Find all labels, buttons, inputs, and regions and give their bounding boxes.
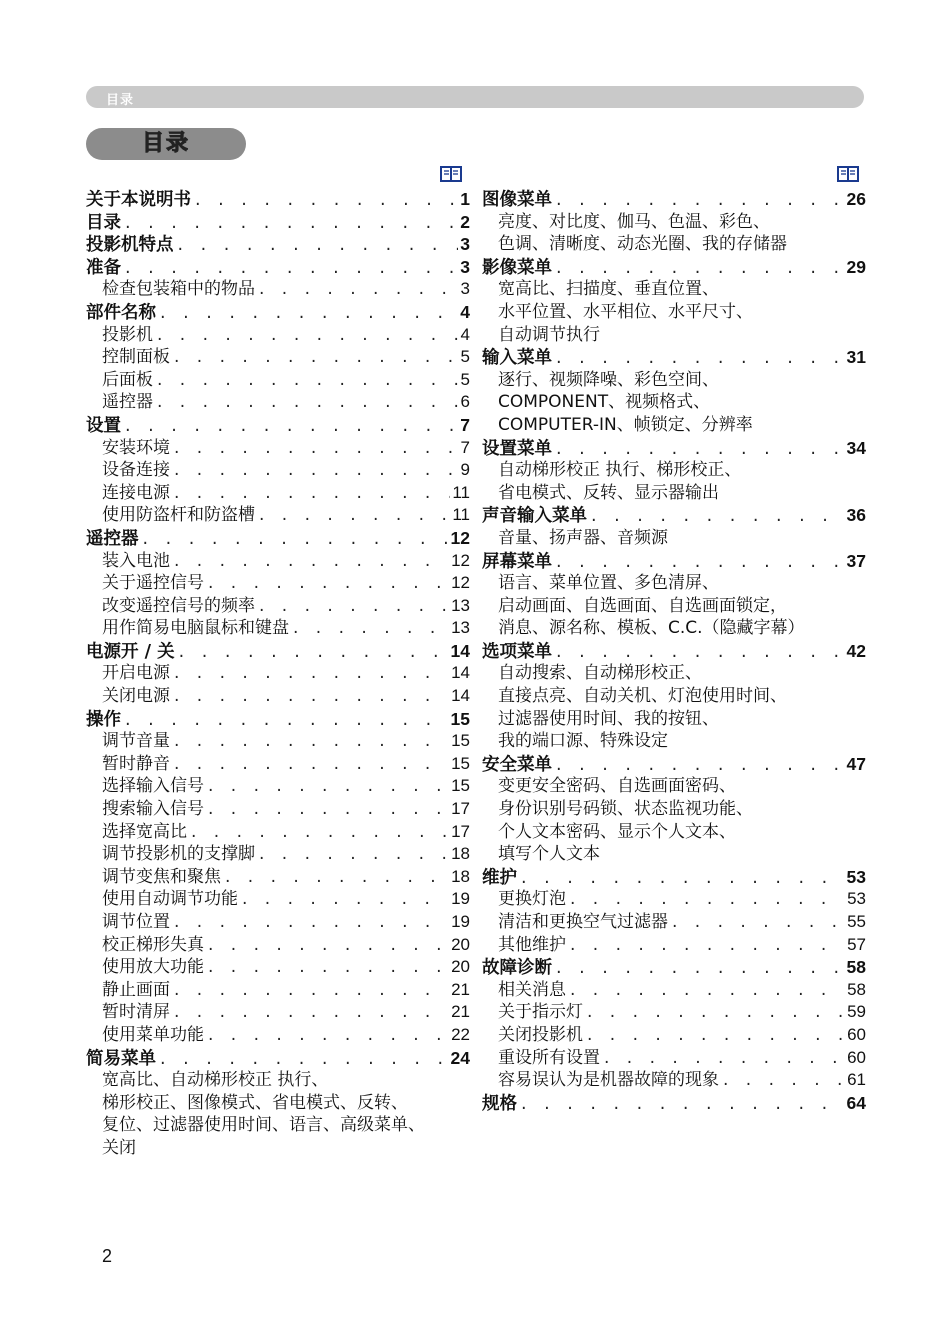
toc-page-number: 42 [846, 640, 866, 661]
toc-entry-label: 调节变焦和聚焦 [102, 866, 221, 887]
dot-leader [204, 956, 449, 979]
dot-leader [583, 1024, 845, 1047]
toc-section-entry[interactable] [482, 550, 866, 573]
dot-leader [668, 911, 845, 934]
dot-leader [587, 505, 845, 528]
toc-page-number: 57 [847, 934, 866, 954]
toc-section-entry[interactable] [482, 640, 866, 663]
dot-leader [566, 979, 845, 1002]
toc-detail-line: 直接点亮、自动关机、灯泡使用时间、 [498, 686, 787, 707]
toc-subsection-entry[interactable] [86, 572, 470, 595]
toc-subsection-entry[interactable] [86, 775, 470, 798]
toc-page-number: 3 [460, 234, 470, 255]
toc-page-number: 58 [847, 979, 866, 999]
dot-leader [175, 641, 449, 664]
dot-leader [204, 572, 449, 595]
toc-subsection-entry[interactable] [86, 821, 470, 844]
dot-leader [566, 888, 845, 911]
toc-detail-line: 复位、过滤器使用时间、语言、高级菜单、 [102, 1115, 425, 1136]
toc-page-number: 60 [847, 1047, 866, 1067]
header-bar [86, 86, 864, 108]
dot-leader [552, 257, 845, 280]
dot-leader [552, 754, 845, 777]
toc-detail-line: 自动梯形校正 执行、梯形校正、 [498, 460, 742, 481]
toc-subsection-entry[interactable] [482, 934, 866, 957]
toc-page-number: 29 [846, 256, 866, 277]
dot-leader [156, 302, 458, 325]
toc-column-right [482, 188, 866, 1114]
toc-entry-label: 更换灯泡 [498, 889, 566, 910]
toc-entry-label: 相关消息 [498, 979, 566, 1000]
dot-leader [552, 347, 845, 370]
toc-entry-label: 调节音量 [102, 731, 170, 752]
toc-entry-label: 控制面板 [102, 347, 170, 368]
toc-detail-line: 个人文本密码、显示个人文本、 [498, 821, 736, 842]
toc-page-number: 18 [451, 844, 470, 864]
toc-entry-label: 遥控器 [102, 392, 153, 413]
toc-section-entry[interactable] [482, 188, 866, 211]
toc-subsection-entry[interactable] [86, 1024, 470, 1047]
toc-subsection-entry[interactable] [482, 888, 866, 911]
dot-leader [204, 775, 449, 798]
toc-detail-line: 填写个人文本 [498, 844, 600, 865]
toc-detail-line: 变更安全密码、自选画面密码、 [498, 776, 736, 797]
toc-section-entry[interactable] [86, 708, 470, 731]
toc-entry-label: 关闭投影机 [498, 1024, 583, 1045]
toc-subsection-entry[interactable] [86, 934, 470, 957]
toc-section-entry[interactable] [482, 1092, 866, 1115]
toc-page-number: 26 [846, 189, 866, 209]
toc-section-entry[interactable] [86, 414, 470, 437]
toc-entry-label: 安全菜单 [482, 754, 552, 775]
dot-leader [552, 957, 845, 980]
toc-page-number: 58 [846, 957, 866, 978]
toc-detail-line: 过滤器使用时间、我的按钮、 [498, 708, 719, 729]
toc-subsection-entry[interactable] [86, 504, 470, 527]
dot-leader [121, 257, 458, 280]
toc-page-number: 53 [847, 889, 866, 909]
toc-entry-label: 检查包装箱中的物品 [102, 279, 255, 300]
toc-section-entry[interactable] [482, 437, 866, 460]
dot-leader [238, 888, 449, 911]
toc-subsection-entry[interactable] [86, 324, 470, 347]
toc-entry-label: 重设所有设置 [498, 1047, 600, 1068]
toc-detail-line: 身份识别号码锁、状态监视功能、 [498, 799, 753, 820]
toc-detail-line: 自动搜索、自动梯形校正、 [498, 663, 702, 684]
dot-leader [204, 798, 449, 821]
toc-page-number: 55 [847, 912, 866, 931]
toc-detail-line: 宽高比、自动梯形校正 执行、 [102, 1070, 329, 1091]
toc-entry-label: 后面板 [102, 369, 153, 390]
dot-leader [170, 346, 459, 369]
toc-subsection-entry[interactable] [86, 391, 470, 414]
book-icon [440, 166, 462, 182]
toc-page-number: 59 [847, 1002, 866, 1022]
toc-entry-label: 声音输入菜单 [482, 506, 587, 527]
toc-detail-line: 省电模式、反转、显示器输出 [498, 482, 719, 503]
toc-entry-label: 连接电源 [102, 482, 170, 503]
toc-page-number: 19 [451, 889, 470, 909]
toc-subsection-entry[interactable] [86, 911, 470, 934]
toc-subsection-entry[interactable] [86, 685, 470, 708]
toc-detail-line: 色调、清晰度、动态光圈、我的存储器 [498, 234, 787, 255]
toc-page-number: 14 [451, 663, 470, 683]
toc-entry-label: 使用放大功能 [102, 957, 204, 978]
toc-detail-line: COMPONENT、视频格式、 [498, 392, 711, 413]
toc-section-entry[interactable] [482, 956, 866, 979]
dot-leader [170, 437, 459, 460]
toc-section-entry[interactable] [86, 256, 470, 279]
toc-entry-label: 调节位置 [102, 912, 170, 932]
toc-entry-label: 影像菜单 [482, 257, 552, 278]
toc-detail-line: 自动调节执行 [498, 324, 600, 345]
toc-page-number: 31 [846, 347, 866, 368]
toc-page-number: 20 [451, 934, 470, 954]
dot-leader [121, 415, 458, 438]
dot-leader [170, 911, 449, 934]
toc-entry-label: 开启电源 [102, 663, 170, 684]
dot-leader [255, 843, 449, 866]
toc-detail-line: 水平位置、水平相位、水平尺寸、 [498, 301, 753, 322]
toc-subsection-entry[interactable] [482, 911, 866, 934]
toc-subsection-entry[interactable] [482, 1001, 866, 1024]
toc-detail-line: 逐行、视频降噪、彩色空间、 [498, 369, 719, 390]
toc-page-number: 4 [460, 324, 470, 344]
toc-page-number: 15 [451, 753, 470, 773]
toc-page-number: 15 [450, 708, 470, 729]
book-icon [837, 166, 859, 182]
toc-entry-label: 图像菜单 [482, 190, 552, 210]
dot-leader [170, 753, 449, 776]
toc-subsection-entry[interactable] [86, 843, 470, 866]
dot-leader [552, 641, 845, 664]
toc-entry-label: 规格 [482, 1093, 517, 1114]
toc-detail-line: 我的端口源、特殊设定 [498, 731, 668, 752]
page-title-pill [86, 128, 246, 160]
toc-page-number: 12 [450, 527, 470, 548]
toc-page-number: 64 [846, 1092, 866, 1113]
toc-page-number: 4 [460, 301, 470, 322]
toc-entry-label: 投影机特点 [86, 235, 174, 256]
toc-page-number: 53 [846, 866, 866, 887]
dot-leader [255, 504, 450, 527]
toc-page-number: 34 [846, 437, 866, 458]
toc-page-number: 15 [451, 731, 470, 751]
toc-page-number: 21 [451, 979, 470, 999]
toc-entry-label: 其他维护 [498, 934, 566, 955]
header-section-label: 目录 [106, 93, 135, 108]
toc-entry-label: 操作 [86, 709, 121, 730]
toc-page-number: 18 [451, 866, 470, 886]
toc-entry-label: 使用菜单功能 [102, 1024, 204, 1045]
toc-section-entry[interactable] [482, 504, 866, 527]
toc-subsection-entry[interactable] [482, 1024, 866, 1047]
page-number: 2 [102, 1246, 113, 1266]
toc-page-number: 11 [452, 505, 470, 525]
toc-section-entry[interactable] [86, 1047, 470, 1070]
toc-entry-label: 暂时静音 [102, 753, 170, 774]
toc-section-entry[interactable] [482, 346, 866, 369]
toc-entry-label: 简易菜单 [86, 1048, 156, 1069]
toc-entry-label: 用作简易电脑鼠标和键盘 [102, 618, 289, 639]
toc-detail-line: 梯形校正、图像模式、省电模式、反转、 [102, 1092, 408, 1113]
dot-leader [170, 685, 449, 708]
dot-leader [174, 234, 459, 257]
toc-subsection-entry[interactable] [86, 617, 470, 640]
dot-leader [156, 1048, 449, 1071]
toc-section-entry[interactable] [86, 188, 470, 211]
toc-subsection-entry[interactable] [86, 482, 470, 505]
toc-subsection-entry[interactable] [482, 1069, 866, 1092]
toc-page-number: 17 [451, 799, 470, 819]
toc-entry-label: 维护 [482, 867, 517, 888]
dot-leader [517, 867, 845, 890]
dot-leader [170, 550, 449, 573]
toc-page-number: 5 [460, 347, 470, 367]
toc-entry-label: 选择输入信号 [102, 776, 204, 797]
dot-leader [552, 551, 845, 574]
dot-leader [170, 662, 449, 685]
toc-entry-label: 校正梯形失真 [102, 934, 204, 955]
toc-subsection-entry[interactable] [86, 550, 470, 573]
dot-leader [255, 595, 449, 618]
toc-section-entry[interactable] [86, 527, 470, 550]
dot-leader [139, 528, 449, 551]
toc-subsection-entry[interactable] [86, 956, 470, 979]
toc-detail-line: 音量、扬声器、音频源 [498, 527, 668, 548]
toc-detail-line: 启动画面、自选画面、自选画面锁定， [498, 595, 787, 616]
dot-leader [170, 1001, 449, 1024]
dot-leader [191, 189, 458, 212]
toc-detail-line: 关闭 [102, 1137, 136, 1158]
toc-detail-line: 消息、源名称、模板、C.C.（隐藏字幕） [498, 618, 805, 639]
toc-entry-label: 屏幕菜单 [482, 551, 552, 572]
dot-leader [170, 730, 449, 753]
toc-section-entry[interactable] [482, 753, 866, 776]
dot-leader [121, 212, 458, 235]
toc-page-number: 12 [451, 550, 470, 570]
toc-entry-label: 关于遥控信号 [102, 573, 204, 594]
toc-entry-label: 静止画面 [102, 979, 170, 1000]
toc-page-number: 7 [460, 414, 470, 435]
dot-leader [170, 459, 459, 482]
dot-leader [255, 278, 459, 301]
toc-entry-label: 选择宽高比 [102, 821, 187, 842]
toc-page-number: 19 [451, 912, 470, 931]
toc-subsection-entry[interactable] [482, 979, 866, 1002]
dot-leader [566, 934, 845, 957]
dot-leader [552, 438, 845, 461]
toc-entry-label: 装入电池 [102, 550, 170, 571]
dot-leader [170, 482, 450, 505]
toc-subsection-entry[interactable] [86, 662, 470, 685]
dot-leader [583, 1001, 845, 1024]
toc-entry-label: 目录 [86, 212, 121, 233]
toc-page-number: 3 [460, 279, 470, 299]
toc-subsection-entry[interactable] [86, 346, 470, 369]
toc-section-entry[interactable] [86, 233, 470, 256]
toc-page-number: 9 [460, 460, 470, 480]
toc-subsection-entry[interactable] [86, 437, 470, 460]
dot-leader [552, 189, 845, 212]
toc-entry-label: 关于本说明书 [86, 190, 191, 210]
toc-page-number: 36 [846, 505, 866, 526]
toc-entry-label: 选项菜单 [482, 641, 552, 662]
toc-subsection-entry[interactable] [86, 369, 470, 392]
toc-subsection-entry[interactable] [86, 1001, 470, 1024]
dot-leader [289, 617, 449, 640]
toc-page-number: 17 [451, 821, 470, 841]
toc-entry-label: 部件名称 [86, 302, 156, 323]
toc-subsection-entry[interactable] [86, 866, 470, 889]
toc-subsection-entry[interactable] [86, 459, 470, 482]
toc-section-entry[interactable] [482, 256, 866, 279]
toc-entry-label: 使用自动调节功能 [102, 889, 238, 910]
page-title: 目录 [141, 131, 190, 156]
toc-entry-label: 改变遥控信号的频率 [102, 595, 255, 616]
toc-entry-label: 关闭电源 [102, 686, 170, 707]
toc-section-entry[interactable] [482, 866, 866, 889]
dot-leader [153, 324, 459, 347]
toc-subsection-entry[interactable] [86, 595, 470, 618]
toc-page-number: 20 [451, 957, 470, 977]
dot-leader [153, 369, 459, 392]
toc-page-number: 7 [460, 437, 470, 457]
toc-page-number: 13 [451, 618, 470, 638]
toc-entry-label: 搜索输入信号 [102, 799, 204, 820]
toc-entry-label: 安装环境 [102, 437, 170, 458]
toc-subsection-entry[interactable] [86, 888, 470, 911]
toc-section-entry[interactable] [86, 640, 470, 663]
toc-subsection-entry[interactable] [86, 278, 470, 301]
toc-page-number: 22 [451, 1024, 470, 1044]
toc-detail-line: 宽高比、扫描度、垂直位置、 [498, 279, 719, 300]
toc-page-number: 11 [452, 482, 470, 502]
toc-page-number: 1 [460, 189, 470, 209]
toc-page-number: 60 [847, 1024, 866, 1044]
toc-section-entry[interactable] [86, 211, 470, 234]
toc-entry-label: 准备 [86, 257, 121, 278]
toc-entry-label: 投影机 [102, 324, 153, 345]
toc-page-number: 13 [451, 595, 470, 615]
toc-entry-label: 清洁和更换空气过滤器 [498, 912, 668, 932]
dot-leader [170, 979, 449, 1002]
dot-leader [204, 1024, 449, 1047]
toc-page-number: 2 [460, 211, 470, 232]
toc-entry-label: 遥控器 [86, 528, 139, 549]
toc-entry-label: 调节投影机的支撑脚 [102, 844, 255, 865]
dot-leader [204, 934, 449, 957]
toc-entry-label: 输入菜单 [482, 348, 552, 369]
toc-page-number: 21 [451, 1002, 470, 1022]
toc-page-number: 47 [846, 753, 866, 774]
dot-leader [221, 866, 449, 889]
toc-subsection-entry[interactable] [86, 753, 470, 776]
toc-entry-label: 设置菜单 [482, 438, 552, 459]
toc-entry-label: 容易误认为是机器故障的现象 [498, 1070, 719, 1091]
dot-leader [153, 391, 459, 414]
toc-detail-line: 语言、菜单位置、多色清屏、 [498, 573, 719, 594]
toc-page-number: 5 [460, 369, 470, 389]
toc-subsection-entry[interactable] [86, 798, 470, 821]
toc-page-number: 12 [451, 573, 470, 593]
toc-subsection-entry[interactable] [86, 730, 470, 753]
toc-page-number: 15 [451, 776, 470, 796]
dot-leader [719, 1069, 845, 1092]
dot-leader [121, 709, 449, 732]
toc-entry-label: 关于指示灯 [498, 1002, 583, 1023]
toc-detail-line: 亮度、对比度、伽马、色温、彩色、 [498, 211, 770, 232]
toc-page-number: 37 [846, 550, 866, 571]
dot-leader [187, 821, 449, 844]
toc-entry-label: 电源开 / 关 [86, 641, 175, 662]
toc-entry-label: 暂时清屏 [102, 1002, 170, 1023]
dot-leader [517, 1093, 845, 1116]
toc-subsection-entry[interactable] [482, 1047, 866, 1070]
toc-column-left [86, 188, 470, 1160]
toc-page-number: 61 [847, 1070, 866, 1090]
toc-page-number: 14 [450, 640, 470, 661]
toc-entry-label: 使用防盗杆和防盗槽 [102, 505, 255, 526]
toc-entry-label: 设备连接 [102, 460, 170, 481]
toc-page-number: 24 [450, 1047, 470, 1068]
toc-section-entry[interactable] [86, 301, 470, 324]
toc-entry-label: 设置 [86, 415, 121, 436]
toc-page-number: 14 [451, 686, 470, 706]
toc-entry-label: 故障诊断 [482, 958, 552, 979]
toc-detail-line: COMPUTER-IN、帧锁定、分辨率 [498, 414, 753, 435]
toc-page-number: 3 [460, 256, 470, 277]
toc-subsection-entry[interactable] [86, 979, 470, 1002]
dot-leader [600, 1047, 845, 1070]
toc-page-number: 6 [460, 392, 470, 412]
